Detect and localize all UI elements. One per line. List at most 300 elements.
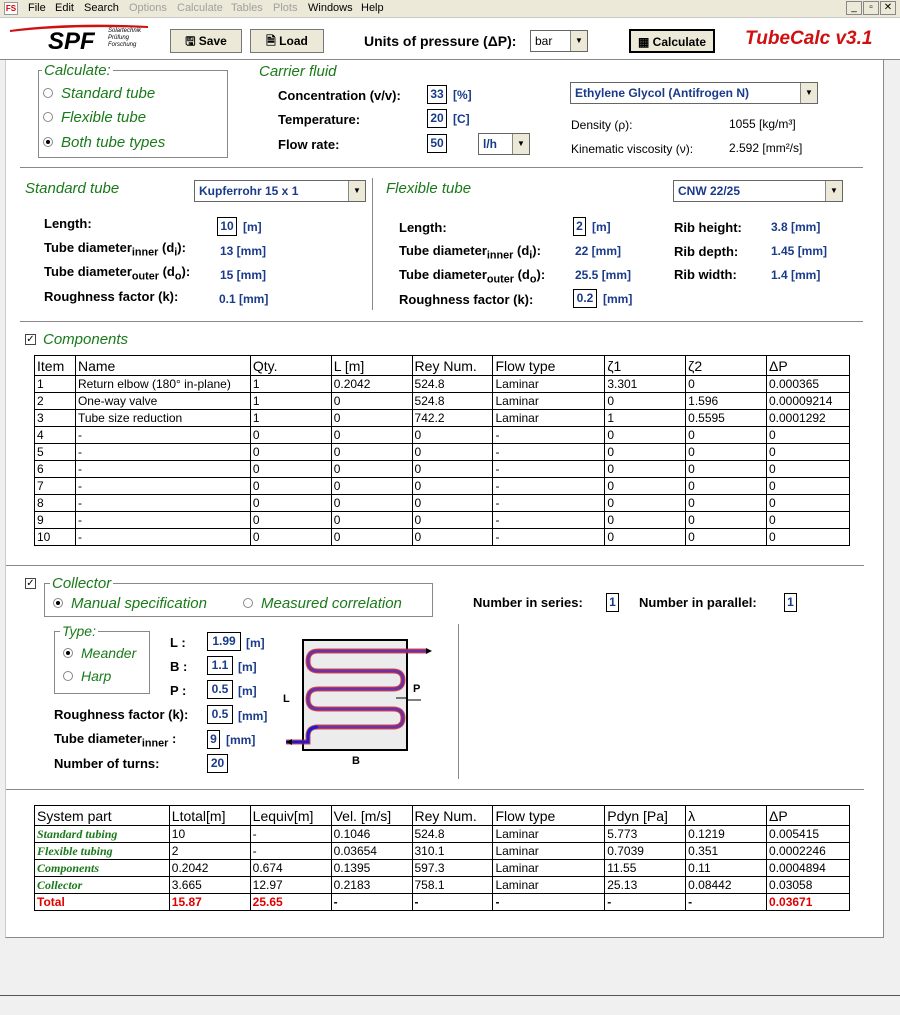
divider [6,565,864,566]
table-cell: 0.674 [250,860,331,877]
calculator-icon: ▦ [637,35,653,49]
chevron-down-icon: ▼ [348,181,365,201]
rib-height-value: 3.8 [mm] [771,220,821,234]
density-label: Density (ρ): [571,118,633,132]
table-cell: Laminar [493,410,605,427]
table-cell: 2 [169,843,250,860]
table-cell: 1 [35,376,76,393]
temperature-unit: [C] [453,112,470,126]
table-row[interactable] [35,410,850,427]
table-row[interactable] [35,512,850,529]
column-header: Vel. [m/s] [331,806,412,826]
std-di-value: 13 [mm] [220,244,267,258]
calculate-title: Calculate: [44,62,111,79]
column-header: Flow type [493,806,605,826]
series-label: Number in series: [473,595,583,610]
table-cell: 0.2042 [331,376,412,393]
table-cell: 0 [686,529,767,546]
total-cell: - [331,894,412,911]
table-cell: 10 [169,826,250,843]
table-cell: 0.0004894 [767,860,850,877]
table-cell: 0 [250,529,331,546]
system-part-name: Standard tubing [35,826,170,843]
table-row[interactable] [35,393,850,410]
table-cell: 0 [331,410,412,427]
load-button[interactable]: 🗎 Load [250,29,324,53]
column-header: ζ1 [605,356,686,376]
std-do-value: 15 [mm] [220,268,267,282]
table-cell: - [250,826,331,843]
column-header: Item [35,356,76,376]
table-cell: 0 [250,478,331,495]
temperature-label: Temperature: [278,112,361,127]
table-cell: 25.13 [605,877,686,894]
table-row[interactable] [35,461,850,478]
table-cell: 5.773 [605,826,686,843]
table-cell: - [493,461,605,478]
close-icon[interactable]: ✕ [880,1,896,15]
total-cell: - [686,894,767,911]
table-cell: 0 [605,444,686,461]
summary-table [34,805,850,911]
table-cell: 0 [250,495,331,512]
table-header [35,356,850,376]
table-cell: - [493,427,605,444]
table-cell: 0 [686,512,767,529]
table-cell: 1 [250,410,331,427]
table-cell: 0.2183 [331,877,412,894]
main-panel [5,60,884,938]
diagram-P-label: P [413,683,421,695]
column-header: Pdyn [Pa] [605,806,686,826]
std-do-label: Tube diameter$_{outer}$ $(d_o)$: [44,264,191,283]
components-table [34,355,850,546]
total-row [35,894,850,911]
table-row[interactable] [35,444,850,461]
radio-standard-tube[interactable] [43,88,53,98]
table-cell: 10 [35,529,76,546]
total-cell: 15.87 [169,894,250,911]
table-cell: 0.005415 [767,826,850,843]
parallel-input[interactable]: 1 [784,593,797,612]
column-header: Flow type [493,356,605,376]
table-cell: 0.1046 [331,826,412,843]
series-input[interactable]: 1 [606,593,619,612]
table-row[interactable] [35,376,850,393]
calculate-button[interactable]: ▦ Calculate [629,29,715,53]
load-icon: 🗎 [266,34,280,48]
option-meander[interactable]: Meander [81,645,137,661]
table-body [35,826,850,911]
radio-manual-spec[interactable] [53,598,63,608]
restore-icon[interactable]: ▫ [863,1,879,15]
column-header: Lequiv[m] [250,806,331,826]
table-cell: 758.1 [412,877,493,894]
table-cell: - [75,495,250,512]
diagram-L-label: L [283,693,290,705]
flex-length-label: Length: [399,220,447,235]
chevron-down-icon: ▼ [825,181,842,201]
column-header: λ [686,806,767,826]
collector-roughness-label: Roughness factor (k): [54,707,189,722]
chevron-down-icon: ▼ [512,134,529,154]
table-cell: 0 [686,427,767,444]
table-cell: 6 [35,461,76,478]
table-cell: - [75,478,250,495]
collector-B-unit: [m] [238,660,257,674]
table-cell: Tube size reduction [75,410,250,427]
table-cell: 742.2 [412,410,493,427]
table-cell: 0 [331,478,412,495]
table-cell: 524.8 [412,376,493,393]
table-cell: 0 [250,461,331,478]
collector-L-input[interactable]: 1.99 [207,632,241,651]
table-cell: 0.00009214 [766,393,849,410]
carrier-fluid-title: Carrier fluid [259,63,337,80]
app-title: TubeCalc v3.1 [745,28,873,49]
table-row[interactable] [35,427,850,444]
menu-bar [0,0,900,18]
collector-roughness-input[interactable]: 0.5 [207,705,233,724]
table-cell: 0.11 [686,860,767,877]
flex-roughness-unit: [mm] [603,292,633,306]
menu-options: Options [129,2,167,14]
table-cell: - [493,529,605,546]
table-cell: 0 [605,393,686,410]
units-label: Units of pressure (ΔP): [364,33,517,49]
table-cell: 0 [686,376,767,393]
table-cell: 7 [35,478,76,495]
total-cell: - [605,894,686,911]
table-cell: 0 [331,393,412,410]
logo-subtitle: Solartechnik Prüfung Forschung [108,28,142,48]
units-select[interactable]: bar ▼ [530,30,588,52]
chevron-down-icon: ▼ [800,83,817,103]
table-cell: 0 [686,495,767,512]
table-cell: Laminar [493,860,605,877]
option-manual-spec[interactable]: Manual specification [71,595,207,612]
table-cell: 0.000365 [766,376,849,393]
concentration-unit: [%] [453,88,472,102]
table-cell: Laminar [493,843,605,860]
table-cell: - [75,512,250,529]
table-row [35,877,850,894]
minimize-icon[interactable]: _ [846,1,862,15]
table-cell: 0 [412,444,493,461]
std-roughness-value: 0.1 [mm] [219,292,269,306]
fluid-select[interactable]: Ethylene Glycol (Antifrogen N) ▼ [570,82,818,104]
std-length-label: Length: [44,216,92,231]
table-cell: - [493,444,605,461]
table-row [35,860,850,877]
standard-tube-title: Standard tube [25,180,120,197]
table-cell: 0 [605,529,686,546]
total-cell: 25.65 [250,894,331,911]
flow-unit-select[interactable]: l/h ▼ [478,133,530,155]
table-cell: 0 [412,529,493,546]
table-body [35,376,850,546]
table-cell: 0.0002246 [767,843,850,860]
table-cell: - [75,427,250,444]
table-cell: 0 [250,444,331,461]
table-cell: 12.97 [250,877,331,894]
table-cell: 310.1 [412,843,493,860]
table-cell: 0.03058 [767,877,850,894]
table-cell: - [493,495,605,512]
option-flexible-tube[interactable]: Flexible tube [61,109,147,126]
table-cell: 0 [250,512,331,529]
collector-P-input[interactable]: 0.5 [207,680,233,699]
radio-measured-correlation[interactable] [243,598,253,608]
temperature-input[interactable]: 20 [427,109,447,128]
table-cell: 3.665 [169,877,250,894]
table-cell: 5 [35,444,76,461]
divider [20,167,863,168]
components-title: Components [43,331,129,348]
flex-di-value: 22 [mm] [575,244,622,258]
total-cell: 0.03671 [767,894,850,911]
rib-depth-value: 1.45 [mm] [771,244,828,258]
table-cell: - [493,512,605,529]
column-header: Rey Num. [412,356,493,376]
flex-length-input[interactable]: 2 [573,217,586,236]
menu-calculate: Calculate [177,2,223,14]
radio-meander[interactable] [63,648,73,658]
table-cell: 0 [412,478,493,495]
table-cell: 0.0001292 [766,410,849,427]
table-cell: 2 [35,393,76,410]
flow-rate-label: Flow rate: [278,137,340,152]
flow-rate-input[interactable]: 50 [427,134,447,153]
table-cell: Laminar [493,826,605,843]
rib-width-label: Rib width: [674,267,737,282]
std-length-input[interactable]: 10 [217,217,237,236]
collector-checkbox[interactable]: ✓ [26,578,35,589]
table-cell: 0.5595 [686,410,767,427]
divider [20,321,863,322]
table-header [35,806,850,826]
radio-flexible-tube[interactable] [43,112,53,122]
viscosity-label: Kinematic viscosity (ν): [571,142,694,156]
table-cell: 1 [250,376,331,393]
turns-input[interactable]: 20 [207,754,228,773]
table-cell: 0 [331,427,412,444]
option-standard-tube[interactable]: Standard tube [61,85,156,102]
table-cell: 524.8 [412,393,493,410]
save-icon: 🖫 [185,34,199,48]
flex-di-label: Tube diameter$_{inner}$ $(d_i)$: [399,243,541,262]
table-cell: 0 [686,478,767,495]
table-cell: - [75,529,250,546]
column-header: ΔP [766,356,849,376]
table-cell: 0 [250,427,331,444]
turns-label: Number of turns: [54,756,160,771]
table-cell: 0 [605,495,686,512]
diagram-B-label: B [352,755,360,767]
app-icon[interactable]: FS [5,4,17,13]
components-checkbox[interactable]: ✓ [26,334,35,345]
std-length-unit: [m] [243,220,262,234]
std-roughness-label: Roughness factor (k): [44,289,179,304]
collector-di-input[interactable]: 9 [207,730,220,749]
total-cell: - [412,894,493,911]
logo-text: SPF [48,28,95,55]
divider [458,624,459,779]
table-cell: 4 [35,427,76,444]
table-row[interactable] [35,478,850,495]
table-cell: 0 [766,427,849,444]
divider [6,789,864,790]
table-cell: 0 [331,444,412,461]
column-header: Qty. [250,356,331,376]
std-di-label: Tube diameter$_{inner}$ $(d_i)$: [44,240,186,259]
status-divider [0,995,900,996]
table-cell: 0.2042 [169,860,250,877]
flex-do-value: 25.5 [mm] [575,268,632,282]
table-cell: 3.301 [605,376,686,393]
flex-length-unit: [m] [592,220,611,234]
table-cell: 0 [766,444,849,461]
table-cell: 0 [766,529,849,546]
table-cell: Laminar [493,877,605,894]
concentration-label: Concentration (v/v): [278,88,401,103]
collector-di-label: Tube diameter$_{inner}$ : [54,731,177,750]
table-cell: 524.8 [412,826,493,843]
table-cell: 0 [331,529,412,546]
table-cell: 597.3 [412,860,493,877]
table-row [35,826,850,843]
table-cell: Return elbow (180° in-plane) [75,376,250,393]
menu-file[interactable]: File [28,2,46,14]
divider [372,178,373,310]
density-value: 1055 [kg/m³] [729,117,796,131]
table-cell: Laminar [493,393,605,410]
table-cell: 11.55 [605,860,686,877]
flexible-tube-title: Flexible tube [386,180,472,197]
flex-roughness-label: Roughness factor (k): [399,292,534,307]
table-cell: 0 [605,478,686,495]
flexible-tube-select[interactable]: CNW 22/25 ▼ [673,180,843,202]
table-cell: 0.1219 [686,826,767,843]
rib-width-value: 1.4 [mm] [771,268,821,282]
table-cell: 0 [331,495,412,512]
radio-both-tube-types[interactable] [43,137,53,147]
table-cell: - [493,478,605,495]
table-cell: 1 [605,410,686,427]
table-row [35,843,850,860]
column-header: L [m] [331,356,412,376]
table-cell: One-way valve [75,393,250,410]
system-part-name: Flexible tubing [35,843,170,860]
table-cell: 0 [766,512,849,529]
toolbar [0,18,900,60]
collector-L-unit: [m] [246,636,265,650]
table-cell: 0.351 [686,843,767,860]
table-cell: 8 [35,495,76,512]
table-cell: 1.596 [686,393,767,410]
radio-harp[interactable] [63,671,73,681]
table-cell: 0.08442 [686,877,767,894]
column-header: Rey Num. [412,806,493,826]
table-cell: 0 [766,461,849,478]
column-header: ζ2 [686,356,767,376]
system-part-name: Components [35,860,170,877]
table-cell: 0 [686,461,767,478]
column-header: ΔP [767,806,850,826]
option-harp[interactable]: Harp [81,668,112,684]
save-button[interactable]: 🖫 Save [170,29,242,53]
total-cell: - [493,894,605,911]
rib-height-label: Rib height: [674,220,742,235]
meander-diagram [276,630,456,770]
table-cell: - [75,461,250,478]
table-cell: 0 [412,427,493,444]
table-cell: 0.1395 [331,860,412,877]
chevron-down-icon: ▼ [570,31,587,51]
table-cell: 3 [35,410,76,427]
table-cell: - [75,444,250,461]
system-part-name: Collector [35,877,170,894]
collector-B-label: B : [170,659,188,674]
menu-search[interactable]: Search [84,2,119,14]
menu-edit[interactable]: Edit [55,2,74,14]
parallel-label: Number in parallel: [639,595,757,610]
table-cell: 0 [605,461,686,478]
viscosity-value: 2.592 [mm²/s] [729,141,803,155]
option-both-tube-types[interactable]: Both tube types [61,134,166,151]
column-header: Name [75,356,250,376]
collector-B-input[interactable]: 1.1 [207,656,233,675]
table-cell: 0 [331,512,412,529]
table-row[interactable] [35,495,850,512]
collector-di-unit: [mm] [226,733,256,747]
table-cell: 1 [250,393,331,410]
table-cell: 0 [605,512,686,529]
table-row[interactable] [35,529,850,546]
column-header: Ltotal[m] [169,806,250,826]
rib-depth-label: Rib depth: [674,244,739,259]
collector-P-label: P : [170,683,187,698]
flex-roughness-input[interactable]: 0.2 [573,289,597,308]
table-cell: 0 [331,461,412,478]
menu-help[interactable]: Help [361,2,384,14]
flex-do-label: Tube diameter$_{outer}$ $(d_o)$: [399,267,546,286]
total-cell: Total [35,894,170,911]
collector-roughness-unit: [mm] [238,709,268,723]
table-cell: 0.7039 [605,843,686,860]
collector-P-unit: [m] [238,684,257,698]
menu-tables: Tables [231,2,263,14]
menu-plots: Plots [273,2,298,14]
table-cell: 0.03654 [331,843,412,860]
collector-title: Collector [52,575,112,592]
column-header: System part [35,806,170,826]
table-cell: Laminar [493,376,605,393]
table-cell: 0 [412,495,493,512]
table-cell: 0 [686,444,767,461]
table-cell: 9 [35,512,76,529]
table-cell: 0 [766,495,849,512]
type-group [54,631,150,694]
menu-windows[interactable]: Windows [308,2,353,14]
collector-L-label: L : [170,635,186,650]
table-cell: 0 [605,427,686,444]
table-cell: 0 [412,512,493,529]
option-measured-correlation[interactable]: Measured correlation [261,595,402,612]
table-cell: - [250,843,331,860]
standard-tube-select[interactable]: Kupferrohr 15 x 1 ▼ [194,180,366,202]
concentration-input[interactable]: 33 [427,85,447,104]
